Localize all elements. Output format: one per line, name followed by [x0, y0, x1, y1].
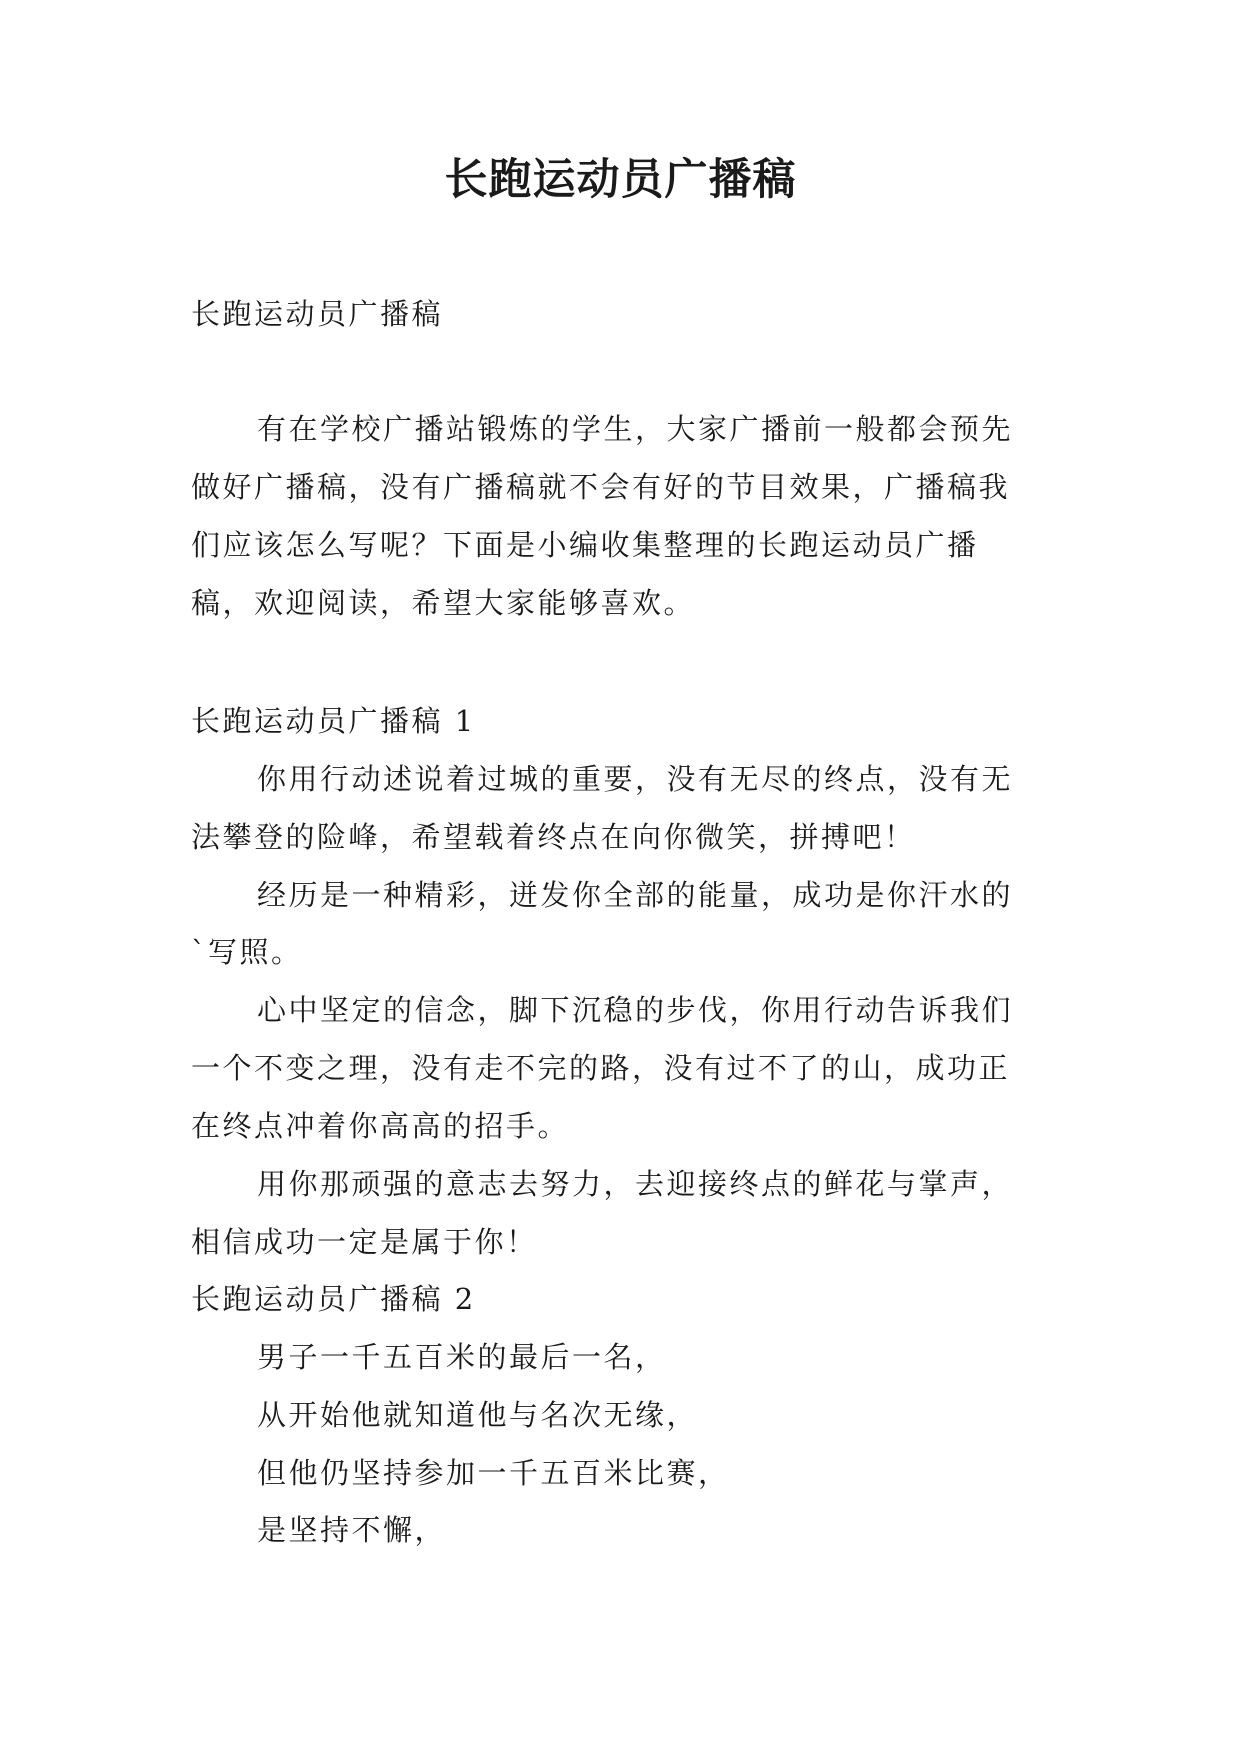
section2-line-3: 但他仍坚持参加一千五百米比赛， — [257, 1456, 730, 1490]
intro-line-1: 有在学校广播站锻炼的学生，大家广播前一般都会预先 — [257, 412, 1014, 446]
section2-line-4: 是坚持不懈， — [257, 1513, 447, 1547]
section1-line-8: 用你那顽强的意志去努力，去迎接终点的鲜花与掌声， — [257, 1167, 1014, 1201]
section1-line-1: 你用行动述说着过城的重要，没有无尽的终点，没有无 — [257, 762, 1014, 796]
section1-line-3: 经历是一种精彩，迸发你全部的能量，成功是你汗水的 — [257, 878, 1014, 912]
section1-line-2: 法攀登的险峰，希望载着终点在向你微笑，拼搏吧！ — [191, 820, 916, 854]
section1-line-9: 相信成功一定是属于你！ — [191, 1225, 538, 1259]
section1-line-6: 一个不变之理，没有走不完的路，没有过不了的山，成功正 — [191, 1051, 1011, 1085]
section1-heading: 长跑运动员广播稿 1 — [191, 704, 476, 738]
section1-line-4: `写照。 — [191, 935, 303, 969]
intro-line-4: 稿，欢迎阅读，希望大家能够喜欢。 — [191, 586, 696, 620]
section2-heading: 长跑运动员广播稿 2 — [191, 1282, 476, 1316]
document-subtitle: 长跑运动员广播稿 — [191, 297, 444, 331]
section2-line-1: 男子一千五百米的最后一名， — [257, 1340, 667, 1374]
section1-line-7: 在终点冲着你高高的招手。 — [191, 1109, 570, 1143]
section2-line-2: 从开始他就知道他与名次无缘， — [257, 1398, 699, 1432]
document-title: 长跑运动员广播稿 — [444, 155, 797, 205]
intro-line-3: 们应该怎么写呢？下面是小编收集整理的长跑运动员广播 — [191, 528, 979, 562]
section1-line-5: 心中坚定的信念，脚下沉稳的步伐，你用行动告诉我们 — [257, 993, 1014, 1027]
intro-line-2: 做好广播稿，没有广播稿就不会有好的节目效果，广播稿我 — [191, 470, 1011, 504]
